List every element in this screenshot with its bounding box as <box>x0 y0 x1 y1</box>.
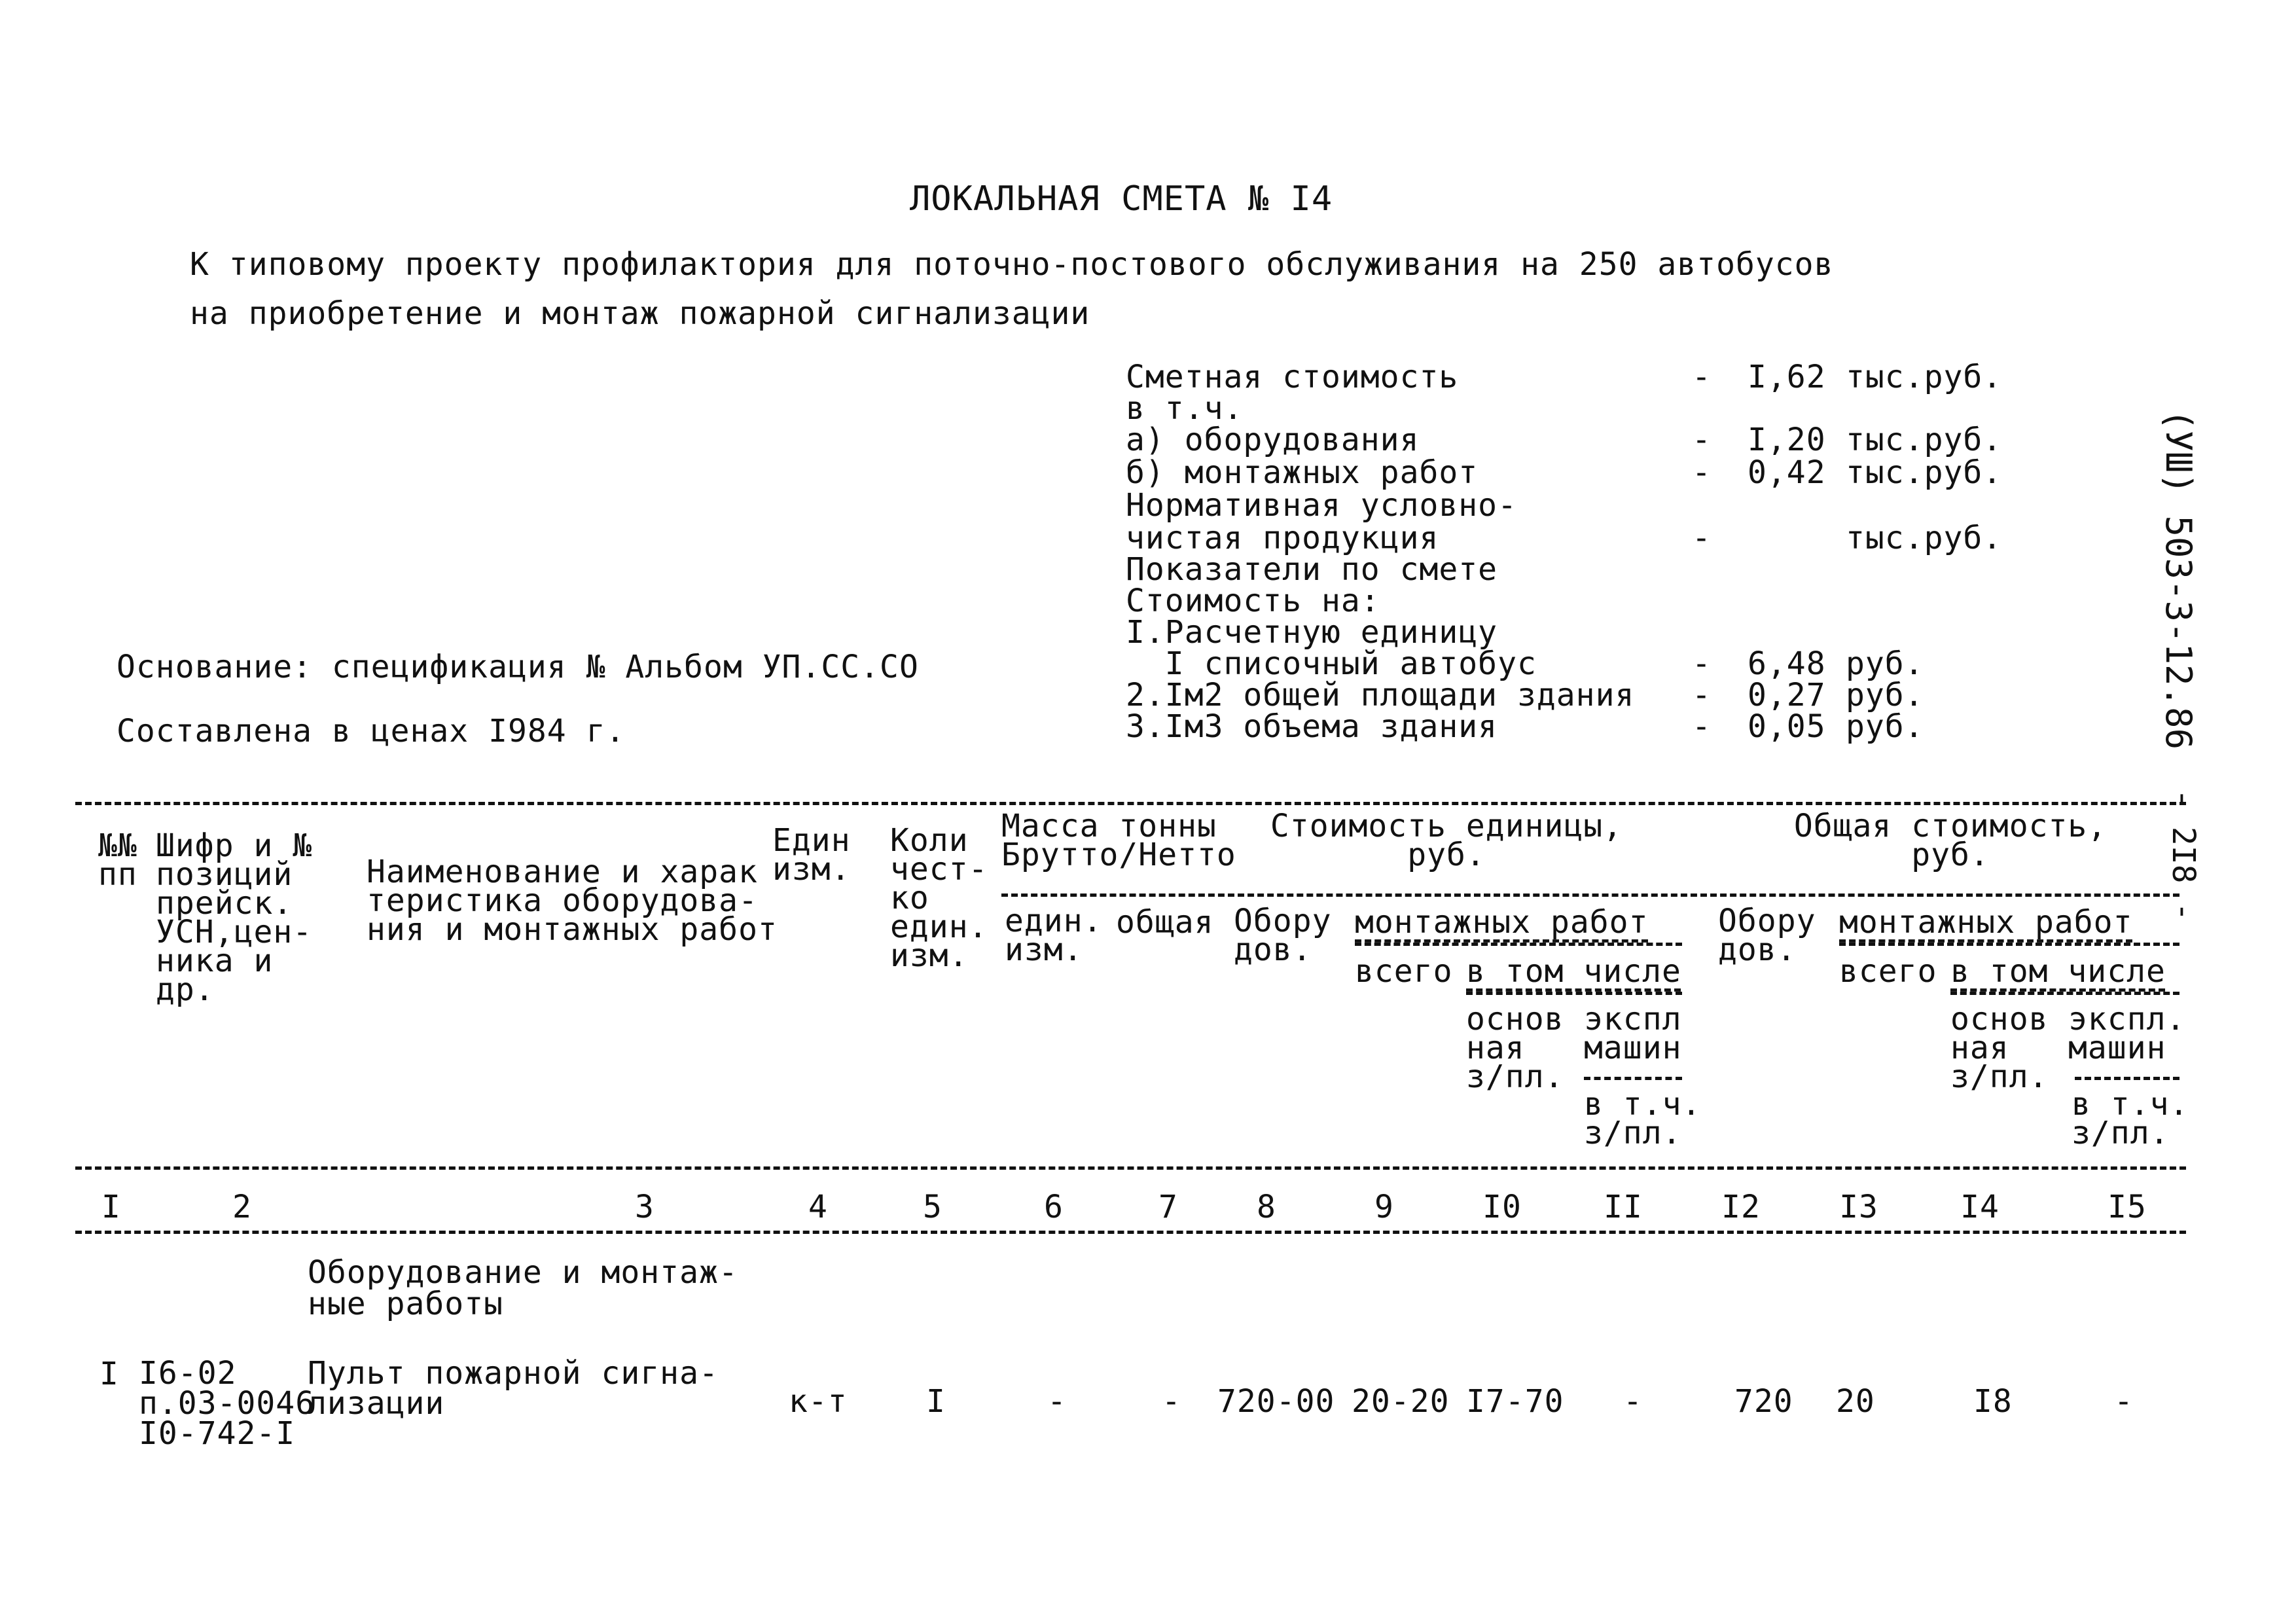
col-header-osnov-total: основ ная з/пл. <box>1950 1001 2049 1095</box>
col-header-number: №№ пп <box>98 827 137 893</box>
basis-line: Основание: спецификация № Альбом УП.СС.СО <box>117 649 919 685</box>
col-header-code: Шифр и № позиций прейск. УСН,цен- ника и др. <box>156 827 313 1008</box>
summary-line: Сметная стоимость <box>1126 359 1459 395</box>
row-mont-total: 20 <box>1836 1383 1875 1420</box>
col-header-vtom-total: в том числе <box>1950 953 2166 990</box>
column-number: 4 <box>808 1189 828 1225</box>
summary-dash: - <box>1692 359 1712 395</box>
column-number: 5 <box>923 1189 942 1225</box>
project-code-label: (УШ) 503-3-12.86 <box>2158 408 2199 750</box>
col-header-name: Наименование и харак теристика оборудова- ния и монтажных работ <box>367 854 778 948</box>
col-header-total-mont-total: всего <box>1839 953 1937 990</box>
document-title: ЛОКАЛЬНАЯ СМЕТА № I4 <box>910 179 1333 219</box>
col-header-total-cost: Общая стоимость, руб. <box>1793 808 2108 873</box>
column-number: 3 <box>635 1189 655 1225</box>
summary-dash: - <box>1692 454 1712 491</box>
col-header-ekspl-total: экспл. машин <box>2068 1001 2186 1066</box>
row-mash-total: - <box>2114 1383 2134 1420</box>
summary-unit: руб. <box>1846 677 1924 713</box>
montazh-rule-total <box>1839 943 2179 946</box>
col-header-vtch-total: в т.ч. з/пл. <box>2072 1086 2189 1151</box>
summary-value: 6,48 <box>1748 645 1826 682</box>
summary-value: 0,05 <box>1748 708 1826 745</box>
document-subtitle-line2: на приобретение и монтаж пожарной сигнализации <box>190 295 1090 332</box>
column-number: I2 <box>1721 1189 1761 1225</box>
summary-unit: тыс.руб. <box>1846 454 2003 491</box>
summary-value: 0,42 <box>1748 454 1826 491</box>
summary-line: I.Расчетную единицу <box>1126 614 1498 651</box>
header-bottom-rule <box>75 1166 2186 1170</box>
summary-dash: - <box>1692 520 1712 556</box>
summary-line: Нормативная условно- <box>1126 487 1517 524</box>
summary-value: 0,27 <box>1748 677 1826 713</box>
row-equip-unit: 720-00 <box>1217 1383 1335 1420</box>
document-subtitle-line1: К типовому проекту профилактория для поточно-постового обслуживания на 250 автобусов <box>190 246 1834 283</box>
summary-dash: - <box>1692 422 1712 458</box>
row-mash-unit: - <box>1623 1383 1643 1420</box>
prices-year-line: Составлена в ценах I984 г. <box>117 713 626 749</box>
col-header-quantity: Коли чест- ко един. изм. <box>890 822 988 974</box>
summary-line: в т.ч. <box>1126 390 1244 427</box>
row-name: Пульт пожарной сигна- лизации <box>308 1355 719 1422</box>
summary-unit: тыс.руб. <box>1846 359 2003 395</box>
col-header-unit: Един изм. <box>772 822 851 888</box>
column-number: 2 <box>232 1189 252 1225</box>
column-number: I4 <box>1960 1189 2000 1225</box>
vtom-rule-unit <box>1466 992 1682 995</box>
mashin-rule-total <box>2075 1077 2179 1080</box>
column-number: I3 <box>1839 1189 1878 1225</box>
col-header-mass-unit: един. изм. <box>1005 903 1103 968</box>
page-number: - 2I8 - <box>2165 789 2202 922</box>
col-header-unit-cost: Стоимость единицы, руб. <box>1270 808 1623 873</box>
column-number: II <box>1604 1189 1643 1225</box>
summary-dash: - <box>1692 677 1712 713</box>
summary-value: I,20 <box>1748 422 1826 458</box>
col-header-montazh-unit: монтажных работ <box>1355 904 1649 941</box>
vtom-rule-total <box>1950 992 2179 995</box>
row-number: I <box>99 1356 119 1392</box>
col-header-mass-total: общая <box>1116 904 1214 941</box>
colnum-bottom-rule <box>75 1231 2186 1234</box>
summary-value: I,62 <box>1748 359 1826 395</box>
mass-sub-rule <box>1001 893 2179 897</box>
summary-line: 3.Iм3 объема здания <box>1126 708 1498 745</box>
col-header-total-mont-unit: всего <box>1355 953 1453 990</box>
row-quantity: I <box>926 1383 946 1420</box>
summary-unit: руб. <box>1846 708 1924 745</box>
col-header-mass: Масса тонны Брутто/Нетто <box>1001 808 1236 873</box>
row-mass-total: - <box>1162 1383 1181 1420</box>
column-number: I5 <box>2108 1189 2147 1225</box>
row-osn-unit: I7-70 <box>1466 1383 1564 1420</box>
summary-line: б) монтажных работ <box>1126 454 1479 491</box>
mashin-rule-unit <box>1584 1077 1682 1080</box>
column-number: 9 <box>1374 1189 1394 1225</box>
table-top-rule <box>75 802 2186 805</box>
row-unit: к-т <box>789 1383 848 1420</box>
column-number: I <box>101 1189 121 1225</box>
row-equip-total: 720 <box>1734 1383 1793 1420</box>
summary-unit: руб. <box>1846 645 1924 682</box>
col-header-equip-unit: Обору дов. <box>1234 903 1332 968</box>
column-number: 8 <box>1257 1189 1276 1225</box>
row-mont-unit: 20-20 <box>1352 1383 1450 1420</box>
row-osn-total: I8 <box>1973 1383 2013 1420</box>
column-number: 7 <box>1158 1189 1178 1225</box>
col-header-ekspl-unit: экспл машин <box>1584 1001 1682 1066</box>
summary-line: Показатели по смете <box>1126 551 1498 588</box>
col-header-equip-total: Обору дов. <box>1718 903 1816 968</box>
montazh-rule-unit <box>1355 943 1682 946</box>
summary-line: а) оборудования <box>1126 422 1420 458</box>
row-mass-unit: - <box>1047 1383 1067 1420</box>
col-header-osnov-unit: основ ная з/пл. <box>1466 1001 1564 1095</box>
column-number: 6 <box>1044 1189 1064 1225</box>
summary-line: I списочный автобус <box>1126 645 1537 682</box>
summary-line: Стоимость на: <box>1126 583 1380 619</box>
row-code: I6-02 п.03-0046 I0-742-I <box>139 1355 315 1452</box>
section-title: Оборудование и монтаж- ные работы <box>308 1254 738 1322</box>
summary-line: 2.Iм2 общей площади здания <box>1126 677 1635 713</box>
column-number: I0 <box>1482 1189 1522 1225</box>
col-header-vtch-unit: в т.ч. з/пл. <box>1584 1086 1702 1151</box>
col-header-vtom-unit: в том числе <box>1466 953 1681 990</box>
summary-unit: тыс.руб. <box>1846 520 2003 556</box>
summary-dash: - <box>1692 708 1712 745</box>
col-header-montazh-total: монтажных работ <box>1839 904 2133 941</box>
summary-line: чистая продукция <box>1126 520 1439 556</box>
summary-unit: тыс.руб. <box>1846 422 2003 458</box>
summary-dash: - <box>1692 645 1712 682</box>
